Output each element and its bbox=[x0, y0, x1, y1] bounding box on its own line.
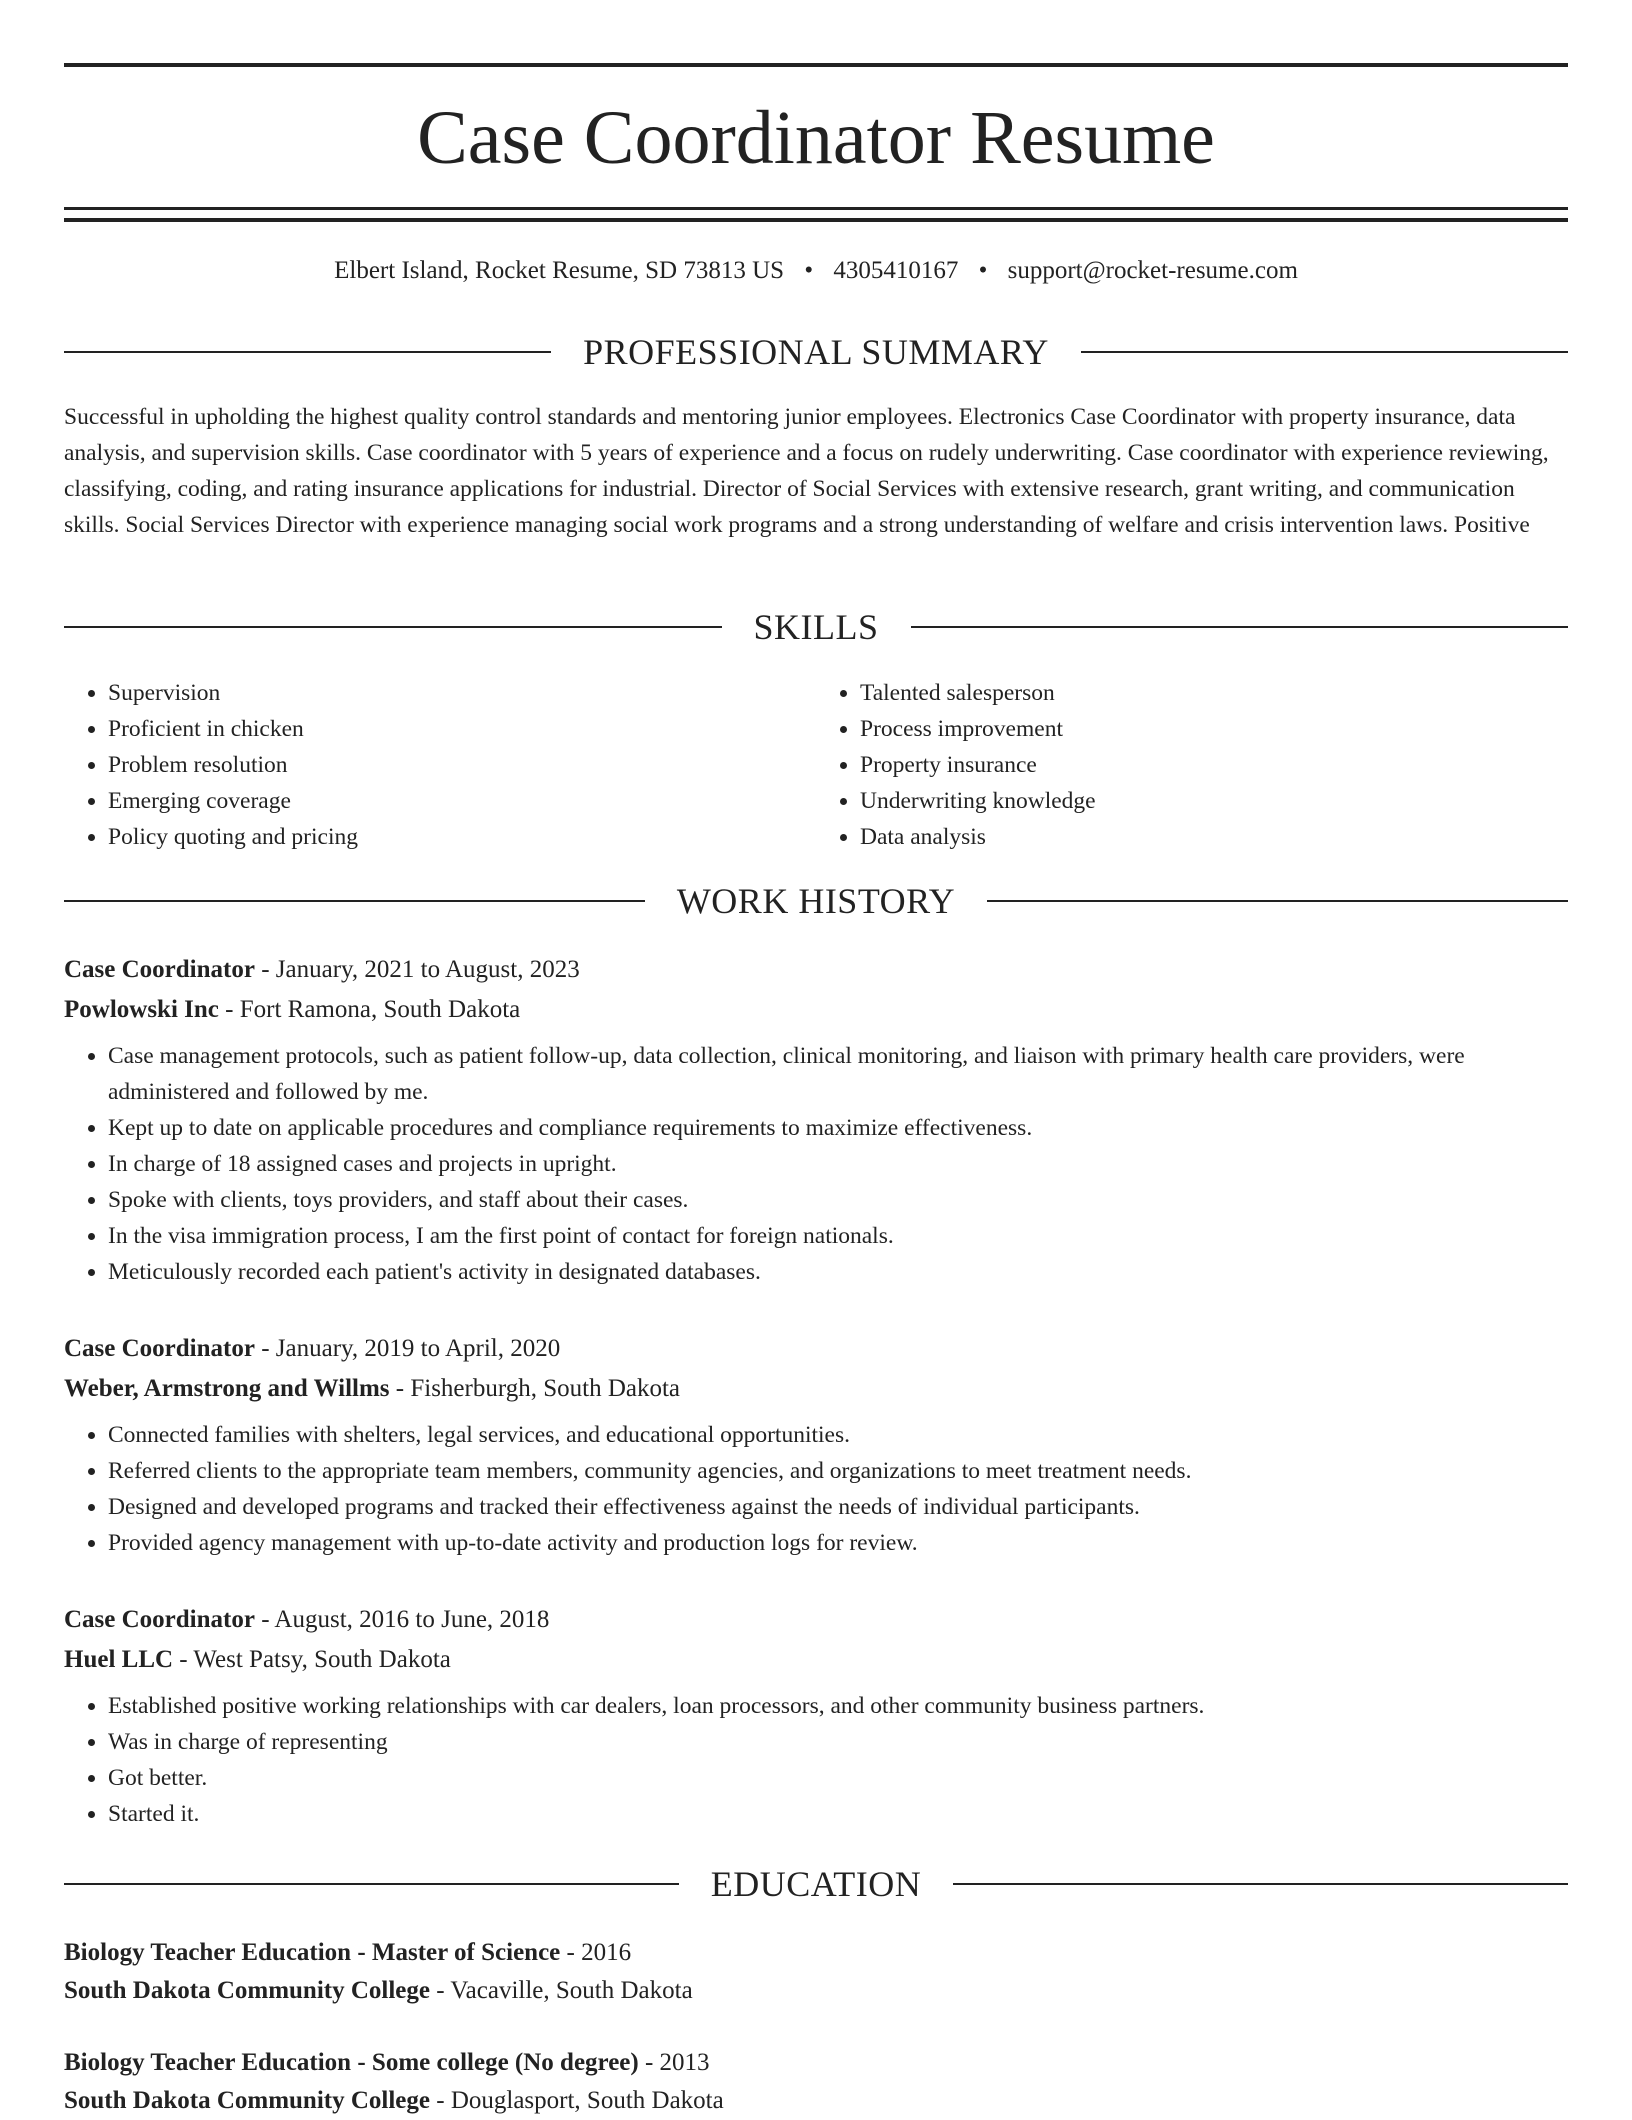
section-header-skills bbox=[64, 605, 1568, 649]
section-rule bbox=[987, 900, 1568, 902]
job-bullet: • Connected families with shelters, legal services, and educational opportunities. bbox=[108, 1417, 1568, 1453]
job-location: - Fort Ramona, South Dakota bbox=[218, 996, 521, 1023]
job-title-line bbox=[64, 1329, 1568, 1369]
section-title: SKILLS bbox=[753, 607, 879, 647]
skill-item: • Data analysis bbox=[860, 819, 1568, 855]
job-bullets bbox=[64, 1038, 1568, 1290]
contact-phone: 4305410167 bbox=[833, 257, 959, 284]
job-bullet: • Started it. bbox=[108, 1796, 1568, 1832]
job-bullet: • Designed and developed programs and tracked their effectiveness against the needs of individual participants. bbox=[108, 1489, 1568, 1525]
job-title-line bbox=[64, 1600, 1568, 1640]
education-school-line bbox=[64, 1972, 1568, 2010]
skills-list bbox=[64, 675, 1568, 855]
skill-item: • Supervision bbox=[108, 675, 816, 711]
job-bullet: • In the visa immigration process, I am the first point of contact for foreign nationals. bbox=[108, 1218, 1568, 1254]
skill-item: • Proficient in chicken bbox=[108, 711, 816, 747]
section-header-education bbox=[64, 1862, 1568, 1906]
job-title: Case Coordinator bbox=[64, 1335, 255, 1362]
section-header-summary bbox=[64, 330, 1568, 374]
contact-line bbox=[64, 254, 1568, 288]
skill-item: • Policy quoting and pricing bbox=[108, 819, 816, 855]
job-bullet: • Case management protocols, such as patient follow-up, data collection, clinical monitoring, and liaison with primary health care providers, were administered and followed by me. bbox=[108, 1038, 1568, 1110]
contact-address: Elbert Island, Rocket Resume, SD 73813 US bbox=[334, 257, 785, 284]
education-entry bbox=[64, 2044, 1568, 2120]
section-rule bbox=[64, 1883, 679, 1885]
job-bullet: • Kept up to date on applicable procedures and compliance requirements to maximize effectiveness. bbox=[108, 1110, 1568, 1146]
education-school-line bbox=[64, 2082, 1568, 2120]
job-bullet: • Meticulously recorded each patient's activity in designated databases. bbox=[108, 1254, 1568, 1290]
education-location: - Douglasport, South Dakota bbox=[430, 2087, 724, 2114]
skill-item: • Underwriting knowledge bbox=[860, 783, 1568, 819]
section-header-work-history bbox=[64, 879, 1568, 923]
education-degree: Biology Teacher Education - Master of Science bbox=[64, 1939, 561, 1966]
resume-title: Case Coordinator Resume bbox=[417, 96, 1215, 180]
job-entry bbox=[64, 1600, 1568, 1832]
education-degree-line bbox=[64, 1934, 1568, 1972]
job-bullet: • Provided agency management with up-to-date activity and production logs for review. bbox=[108, 1525, 1568, 1561]
job-dates: - January, 2021 to August, 2023 bbox=[254, 956, 580, 983]
section-rule bbox=[1081, 351, 1568, 353]
education-degree-line bbox=[64, 2044, 1568, 2082]
education-degree: Biology Teacher Education - Some college (No degree) bbox=[64, 2049, 639, 2076]
education-school: South Dakota Community College bbox=[64, 2087, 430, 2114]
section-rule bbox=[64, 351, 551, 353]
education-location: - Vacaville, South Dakota bbox=[430, 1977, 693, 2004]
skill-item: • Property insurance bbox=[860, 747, 1568, 783]
skill-item: • Emerging coverage bbox=[108, 783, 816, 819]
job-bullet: • Referred clients to the appropriate team members, community agencies, and organizations to meet treatment needs. bbox=[108, 1453, 1568, 1489]
job-company-line bbox=[64, 1369, 1568, 1409]
job-title: Case Coordinator bbox=[64, 1606, 255, 1633]
job-dates: - August, 2016 to June, 2018 bbox=[254, 1606, 550, 1633]
education-year: - 2016 bbox=[560, 1939, 632, 1966]
summary-paragraph: Successful in upholding the highest quality control standards and mentoring junior employees. Electronics Case Coordinator with property insurance, data analysis, and supervision skills. Case coordinator with 5 years of experience and a focus on rudely underwriting. Case coordinator with experience reviewing, classifying, coding, and rating insurance applications for industrial. Director of Social Services with extensive research, grant writing, and communication skills. Social Services Director with experience managing social work programs and a strong understanding of welfare and crisis intervention laws. Positive bbox=[64, 404, 1549, 538]
job-bullet: • Got better. bbox=[108, 1760, 1568, 1796]
job-company: Weber, Armstrong and Willms bbox=[64, 1375, 390, 1402]
job-company-line bbox=[64, 1640, 1568, 1680]
contact-email: support@rocket-resume.com bbox=[1007, 257, 1298, 284]
job-bullet: • Spoke with clients, toys providers, and staff about their cases. bbox=[108, 1182, 1568, 1218]
education-school: South Dakota Community College bbox=[64, 1977, 430, 2004]
job-entry bbox=[64, 950, 1568, 1290]
top-rule bbox=[64, 63, 1568, 67]
section-title: EDUCATION bbox=[710, 1864, 922, 1904]
section-title: WORK HISTORY bbox=[676, 881, 956, 921]
contact-separator: • bbox=[978, 257, 988, 284]
skill-item: • Problem resolution bbox=[108, 747, 816, 783]
title-double-rule bbox=[64, 207, 1568, 222]
job-bullet: • Was in charge of representing bbox=[108, 1724, 1568, 1760]
job-title-line bbox=[64, 950, 1568, 990]
job-location: - West Patsy, South Dakota bbox=[173, 1646, 451, 1673]
section-rule bbox=[911, 626, 1569, 628]
job-company-line bbox=[64, 990, 1568, 1030]
section-rule bbox=[64, 626, 722, 628]
section-rule bbox=[64, 900, 645, 902]
job-bullet: • In charge of 18 assigned cases and projects in upright. bbox=[108, 1146, 1568, 1182]
job-location: - Fisherburgh, South Dakota bbox=[389, 1375, 681, 1402]
job-dates: - January, 2019 to April, 2020 bbox=[254, 1335, 561, 1362]
job-bullet: • Established positive working relationships with car dealers, loan processors, and other community business partners. bbox=[108, 1688, 1568, 1724]
job-bullets bbox=[64, 1688, 1568, 1832]
skills-column-right bbox=[816, 675, 1568, 855]
section-title: PROFESSIONAL SUMMARY bbox=[583, 332, 1049, 372]
skills-column-left bbox=[64, 675, 816, 855]
skill-item: • Process improvement bbox=[860, 711, 1568, 747]
job-bullets bbox=[64, 1417, 1568, 1561]
skill-item: • Talented salesperson bbox=[860, 675, 1568, 711]
contact-separator: • bbox=[804, 257, 814, 284]
job-company: Powlowski Inc bbox=[64, 996, 219, 1023]
section-rule bbox=[953, 1883, 1568, 1885]
education-year: - 2013 bbox=[638, 2049, 710, 2076]
job-title: Case Coordinator bbox=[64, 956, 255, 983]
job-company: Huel LLC bbox=[64, 1646, 174, 1673]
education-entry bbox=[64, 1934, 1568, 2010]
job-entry bbox=[64, 1329, 1568, 1561]
